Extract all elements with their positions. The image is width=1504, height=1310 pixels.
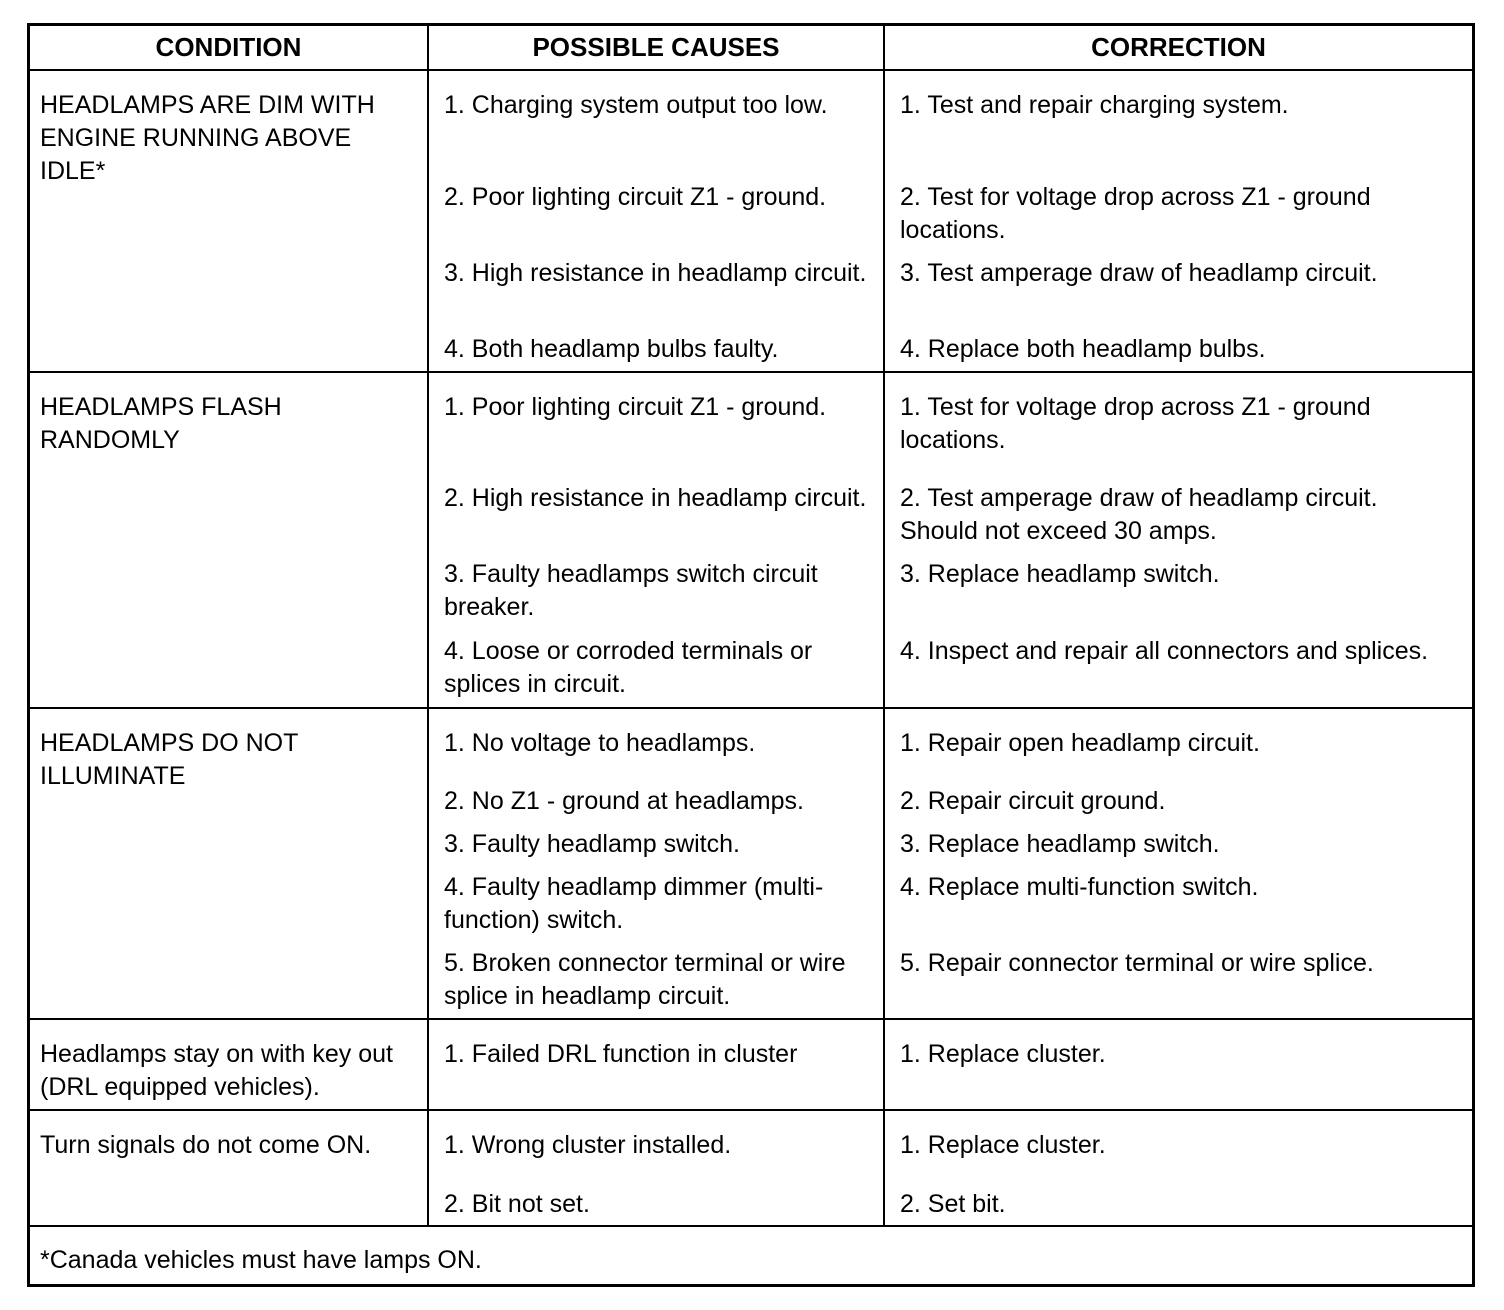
header-row	[30, 26, 1472, 71]
cause-item: 1. No voltage to headlamps.	[444, 729, 756, 757]
correction-item: 2. Test amperage draw of headlamp circuit. Should not exceed 30 amps.	[900, 484, 1378, 545]
correction-cell	[885, 1111, 1472, 1225]
correction-item: 4. Inspect and repair all connectors and splices.	[900, 637, 1429, 665]
correction-item: 1. Repair open headlamp circuit.	[900, 729, 1260, 757]
footnote: *Canada vehicles must have lamps ON.	[40, 1246, 482, 1274]
table-row	[30, 1111, 1472, 1227]
condition-cell: HEADLAMPS ARE DIM WITH ENGINE RUNNING ABOVE IDLE*	[30, 71, 429, 371]
cause-item: 2. No Z1 - ground at headlamps.	[444, 787, 804, 815]
correction-item: 2. Test for voltage drop across Z1 - ground locations.	[900, 183, 1371, 244]
cause-item: 4. Loose or corroded terminals or splices in circuit.	[444, 637, 813, 698]
correction-item: 1. Test and repair charging system.	[900, 91, 1289, 119]
table-row	[30, 373, 1472, 709]
causes-cell	[429, 709, 885, 1018]
table-row	[30, 709, 1472, 1020]
condition-cell: Headlamps stay on with key out (DRL equipped vehicles).	[30, 1020, 429, 1109]
causes-cell	[429, 373, 885, 707]
correction-item: 1. Replace cluster.	[900, 1040, 1106, 1068]
correction-item: 3. Replace headlamp switch.	[900, 830, 1220, 858]
cause-item: 3. High resistance in headlamp circuit.	[444, 259, 867, 287]
correction-item: 2. Set bit.	[900, 1190, 1006, 1218]
header-correction: CORRECTION	[1091, 32, 1266, 62]
table-row	[30, 71, 1472, 373]
correction-cell	[885, 71, 1472, 371]
header-condition: CONDITION	[30, 26, 429, 69]
causes-cell	[429, 1111, 885, 1225]
cause-item: 1. Failed DRL function in cluster	[444, 1040, 798, 1068]
cause-item: 3. Faulty headlamp switch.	[444, 830, 740, 858]
correction-item: 4. Replace multi-function switch.	[900, 873, 1259, 901]
cause-item: 3. Faulty headlamps switch circuit breaker.	[444, 560, 818, 621]
cause-item: 1. Charging system output too low.	[444, 91, 828, 119]
correction-item: 5. Repair connector terminal or wire splice.	[900, 949, 1374, 977]
table-row	[30, 1020, 1472, 1111]
correction-item: 3. Test amperage draw of headlamp circuit.	[900, 259, 1378, 287]
cause-item: 4. Both headlamp bulbs faulty.	[444, 335, 779, 363]
cause-item: 2. High resistance in headlamp circuit.	[444, 484, 867, 512]
correction-item: 2. Repair circuit ground.	[900, 787, 1166, 815]
correction-cell	[885, 1020, 1472, 1109]
condition-cell: HEADLAMPS DO NOT ILLUMINATE	[30, 709, 429, 1018]
correction-item: 4. Replace both headlamp bulbs.	[900, 335, 1266, 363]
cause-item: 4. Faulty headlamp dimmer (multi-function) switch.	[444, 873, 824, 934]
cause-item: 5. Broken connector terminal or wire splice in headlamp circuit.	[444, 949, 846, 1010]
diagnosis-table	[27, 23, 1475, 1287]
correction-cell	[885, 373, 1472, 707]
causes-cell	[429, 1020, 885, 1109]
correction-item: 3. Replace headlamp switch.	[900, 560, 1220, 588]
correction-cell	[885, 709, 1472, 1018]
correction-item: 1. Test for voltage drop across Z1 - ground locations.	[900, 393, 1371, 454]
cause-item: 2. Poor lighting circuit Z1 - ground.	[444, 183, 827, 211]
cause-item: 1. Wrong cluster installed.	[444, 1131, 732, 1159]
cause-item: 2. Bit not set.	[444, 1190, 590, 1218]
cause-item: 1. Poor lighting circuit Z1 - ground.	[444, 393, 827, 421]
condition-cell: HEADLAMPS FLASH RANDOMLY	[30, 373, 429, 707]
footnote-row	[30, 1227, 1472, 1284]
condition-cell: Turn signals do not come ON.	[30, 1111, 429, 1225]
correction-item: 1. Replace cluster.	[900, 1131, 1106, 1159]
causes-cell	[429, 71, 885, 371]
header-possible-causes: POSSIBLE CAUSES	[429, 26, 885, 69]
